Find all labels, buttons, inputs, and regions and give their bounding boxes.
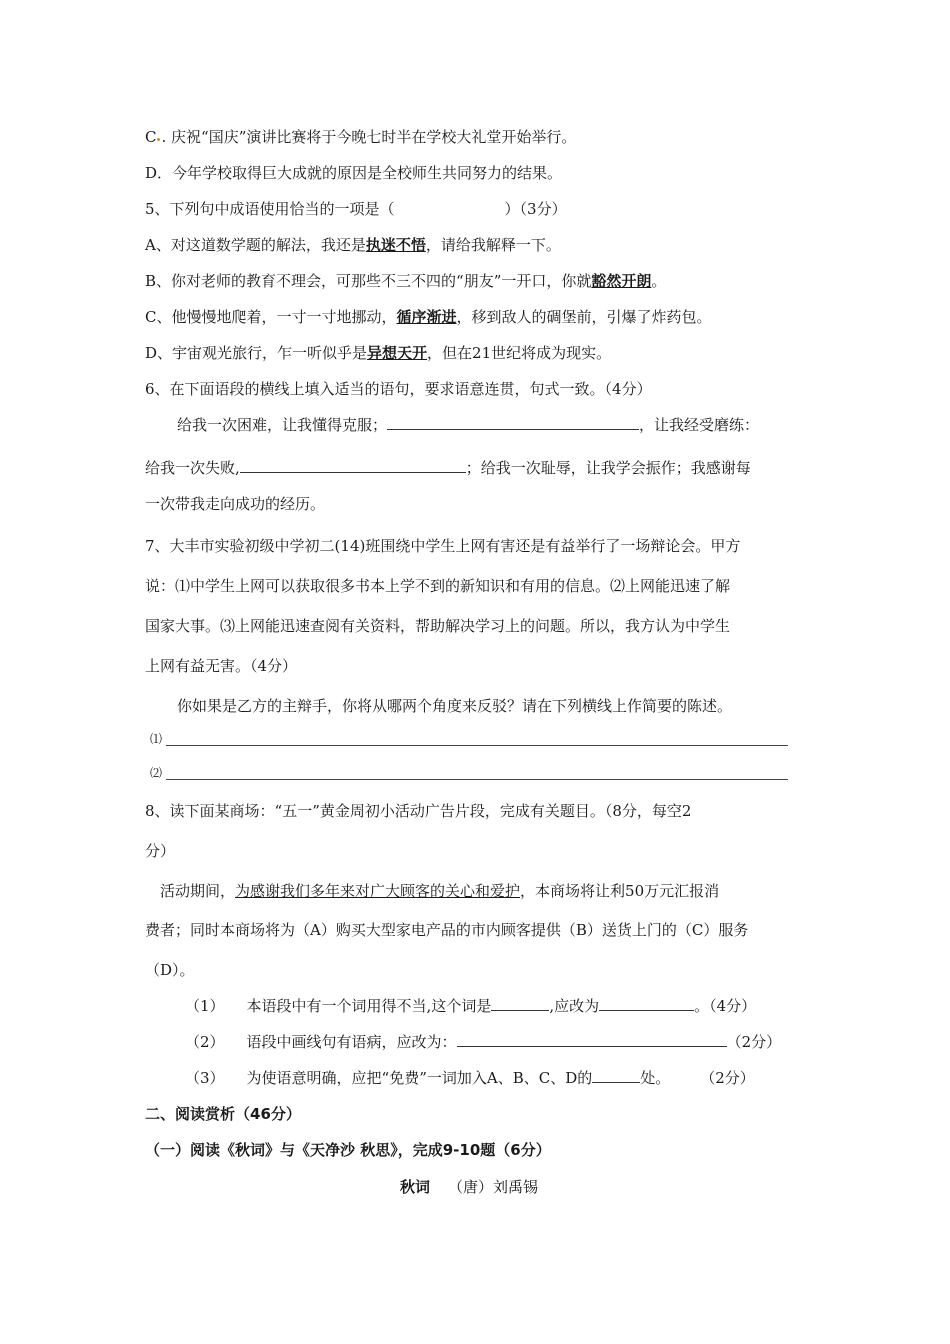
- q5d-idiom: 异想天开: [367, 344, 428, 362]
- q7-answer-line-2[interactable]: [166, 779, 788, 780]
- sub1-number: （1）: [185, 997, 225, 1015]
- q5a-text: A、对这道数学题的解法，我还是: [145, 236, 366, 254]
- sub1-blank-word[interactable]: [491, 996, 549, 1011]
- q5c-text: C、他慢慢地爬着，一寸一寸地挪动，: [145, 308, 397, 326]
- q8-line-2: 分）: [145, 842, 176, 860]
- q7-line-2: 说：⑴中学生上网可以获取很多书本上学不到的新知识和有用的信息。⑵上网能迅速了解: [145, 577, 731, 595]
- poem-author: （唐）刘禹锡: [448, 1178, 539, 1196]
- q8-underlined-sentence: 为感谢我们多年来对广大顾客的关心和爱护: [235, 882, 521, 900]
- sub2-score: （2分）: [726, 1033, 782, 1051]
- q6-paragraph-line-1: [177, 415, 759, 435]
- q5-option-d: [145, 343, 611, 363]
- q8-passage-line-1: [160, 881, 719, 901]
- q7-answer-label-1: ⑴: [150, 732, 163, 746]
- option-c-text: 庆祝“国庆”演讲比赛将于今晚七时半在学校大礼堂开始举行。: [171, 128, 577, 146]
- q7-answer-line-1[interactable]: [166, 745, 788, 746]
- sub3-score: （2分）: [700, 1069, 755, 1087]
- poem-heading: [400, 1177, 538, 1197]
- q6-blank-2[interactable]: [240, 458, 466, 473]
- sub2-blank[interactable]: [457, 1032, 727, 1047]
- q6-line2-tail: ；给我一次耻辱，让我学会振作；我感谢每: [465, 459, 751, 477]
- q5b-tail: 。: [651, 272, 667, 290]
- q5-text: 5、下列句中成语使用恰当的一项是（: [145, 200, 395, 218]
- q8-subquestion-3: [185, 1068, 755, 1088]
- section-2-heading: 二、阅读赏析（46分）: [145, 1105, 301, 1123]
- q5-option-a: [145, 235, 561, 255]
- sub3-tail: 处。: [640, 1069, 671, 1087]
- q6-paragraph-line-3: 一次带我走向成功的经历。: [145, 495, 326, 513]
- q8-passage-line-2: 费者；同时本商场将为（A）购买大型家电产品的市内顾客提供（B）送货上门的（C）服务: [145, 921, 749, 939]
- sub1-mid: ,应改为: [549, 997, 600, 1015]
- sub1-score: 。（4分）: [694, 997, 757, 1015]
- q5c-tail: ，移到敌人的碉堡前，引爆了炸药包。: [456, 308, 712, 326]
- q5-option-c: [145, 307, 712, 327]
- q7-answer-label-2: ⑵: [150, 766, 163, 780]
- sub2-text: 语段中画线句有语病，应改为：: [246, 1033, 457, 1051]
- q6-blank-1[interactable]: [387, 415, 639, 430]
- option-d-line: D．今年学校取得巨大成就的原因是全校师生共同努力的结果。: [145, 164, 563, 182]
- poem-title: 秋词: [400, 1178, 431, 1196]
- sub3-number: （3）: [185, 1069, 225, 1087]
- q6-line1-tail: ，让我经受磨练：: [639, 416, 760, 434]
- option-c-line: C . 庆祝“国庆”演讲比赛将于今晚七时半在学校大礼堂开始举行。: [145, 128, 577, 146]
- q8-subquestion-1: [185, 996, 756, 1016]
- q5-score: ）（3分）: [504, 200, 567, 218]
- q5a-idiom: 执迷不悟: [365, 236, 426, 254]
- sub3-text: 为使语意明确，应把“免费”一词加入A、B、C、D的: [246, 1069, 593, 1087]
- q5d-tail: ，但在21世纪将成为现实。: [427, 344, 612, 362]
- q6-paragraph-line-2: [145, 458, 751, 478]
- section-2-subheading: （一）阅读《秋词》与《天净沙 秋思》，完成9-10题（6分）: [145, 1141, 551, 1159]
- q5c-idiom: 循序渐进: [396, 308, 457, 326]
- q8-passage-tail: ，本商场将让利50万元汇报消: [520, 882, 720, 900]
- q7-line-1: 7、大丰市实验初级中学初二(14)班围绕中学生上网有害还是有益举行了一场辩论会。甲方: [145, 537, 741, 555]
- q8-line-1: 8、读下面某商场：“五一”黄金周初小活动广告片段，完成有关题目。（8分，每空2: [145, 802, 692, 820]
- sub1-blank-correction[interactable]: [599, 996, 694, 1011]
- q7-line-4: 上网有益无害。（4分）: [145, 657, 298, 675]
- q5b-text: B、你对老师的教育不理会，可那些不三不四的“朋友”一开口，你就: [145, 272, 592, 290]
- sub2-number: （2）: [185, 1033, 225, 1051]
- q8-passage-start: 活动期间，: [160, 882, 236, 900]
- q7-line-5: 你如果是乙方的主辩手，你将从哪两个角度来反驳？请在下列横线上作简要的陈述。: [177, 697, 733, 715]
- q8-subquestion-2: [185, 1032, 781, 1052]
- q6-line1-text: 给我一次困难，让我懂得克服；: [177, 416, 388, 434]
- sub3-blank[interactable]: [592, 1068, 640, 1083]
- q5a-tail: ，请给我解释一下。: [425, 236, 561, 254]
- q6-line2-text: 给我一次失败,: [145, 459, 240, 477]
- q8-passage-line-3: （D）。: [145, 961, 195, 979]
- question-6: 6、在下面语段的横线上填入适当的语句，要求语意连贯，句式一致。（4分）: [145, 380, 652, 398]
- question-5: [145, 199, 567, 219]
- sub1-text: 本语段中有一个词用得不当,这个词是: [246, 997, 492, 1015]
- q5d-text: D、宇宙观光旅行，乍一听似乎是: [145, 344, 368, 362]
- q7-line-3: 国家大事。⑶上网能迅速查阅有关资料，帮助解决学习上的问题。所以，我方认为中学生: [145, 617, 731, 635]
- q5b-idiom: 豁然开朗: [591, 272, 652, 290]
- q5-option-b: [145, 271, 666, 291]
- option-c-label: C: [145, 128, 157, 146]
